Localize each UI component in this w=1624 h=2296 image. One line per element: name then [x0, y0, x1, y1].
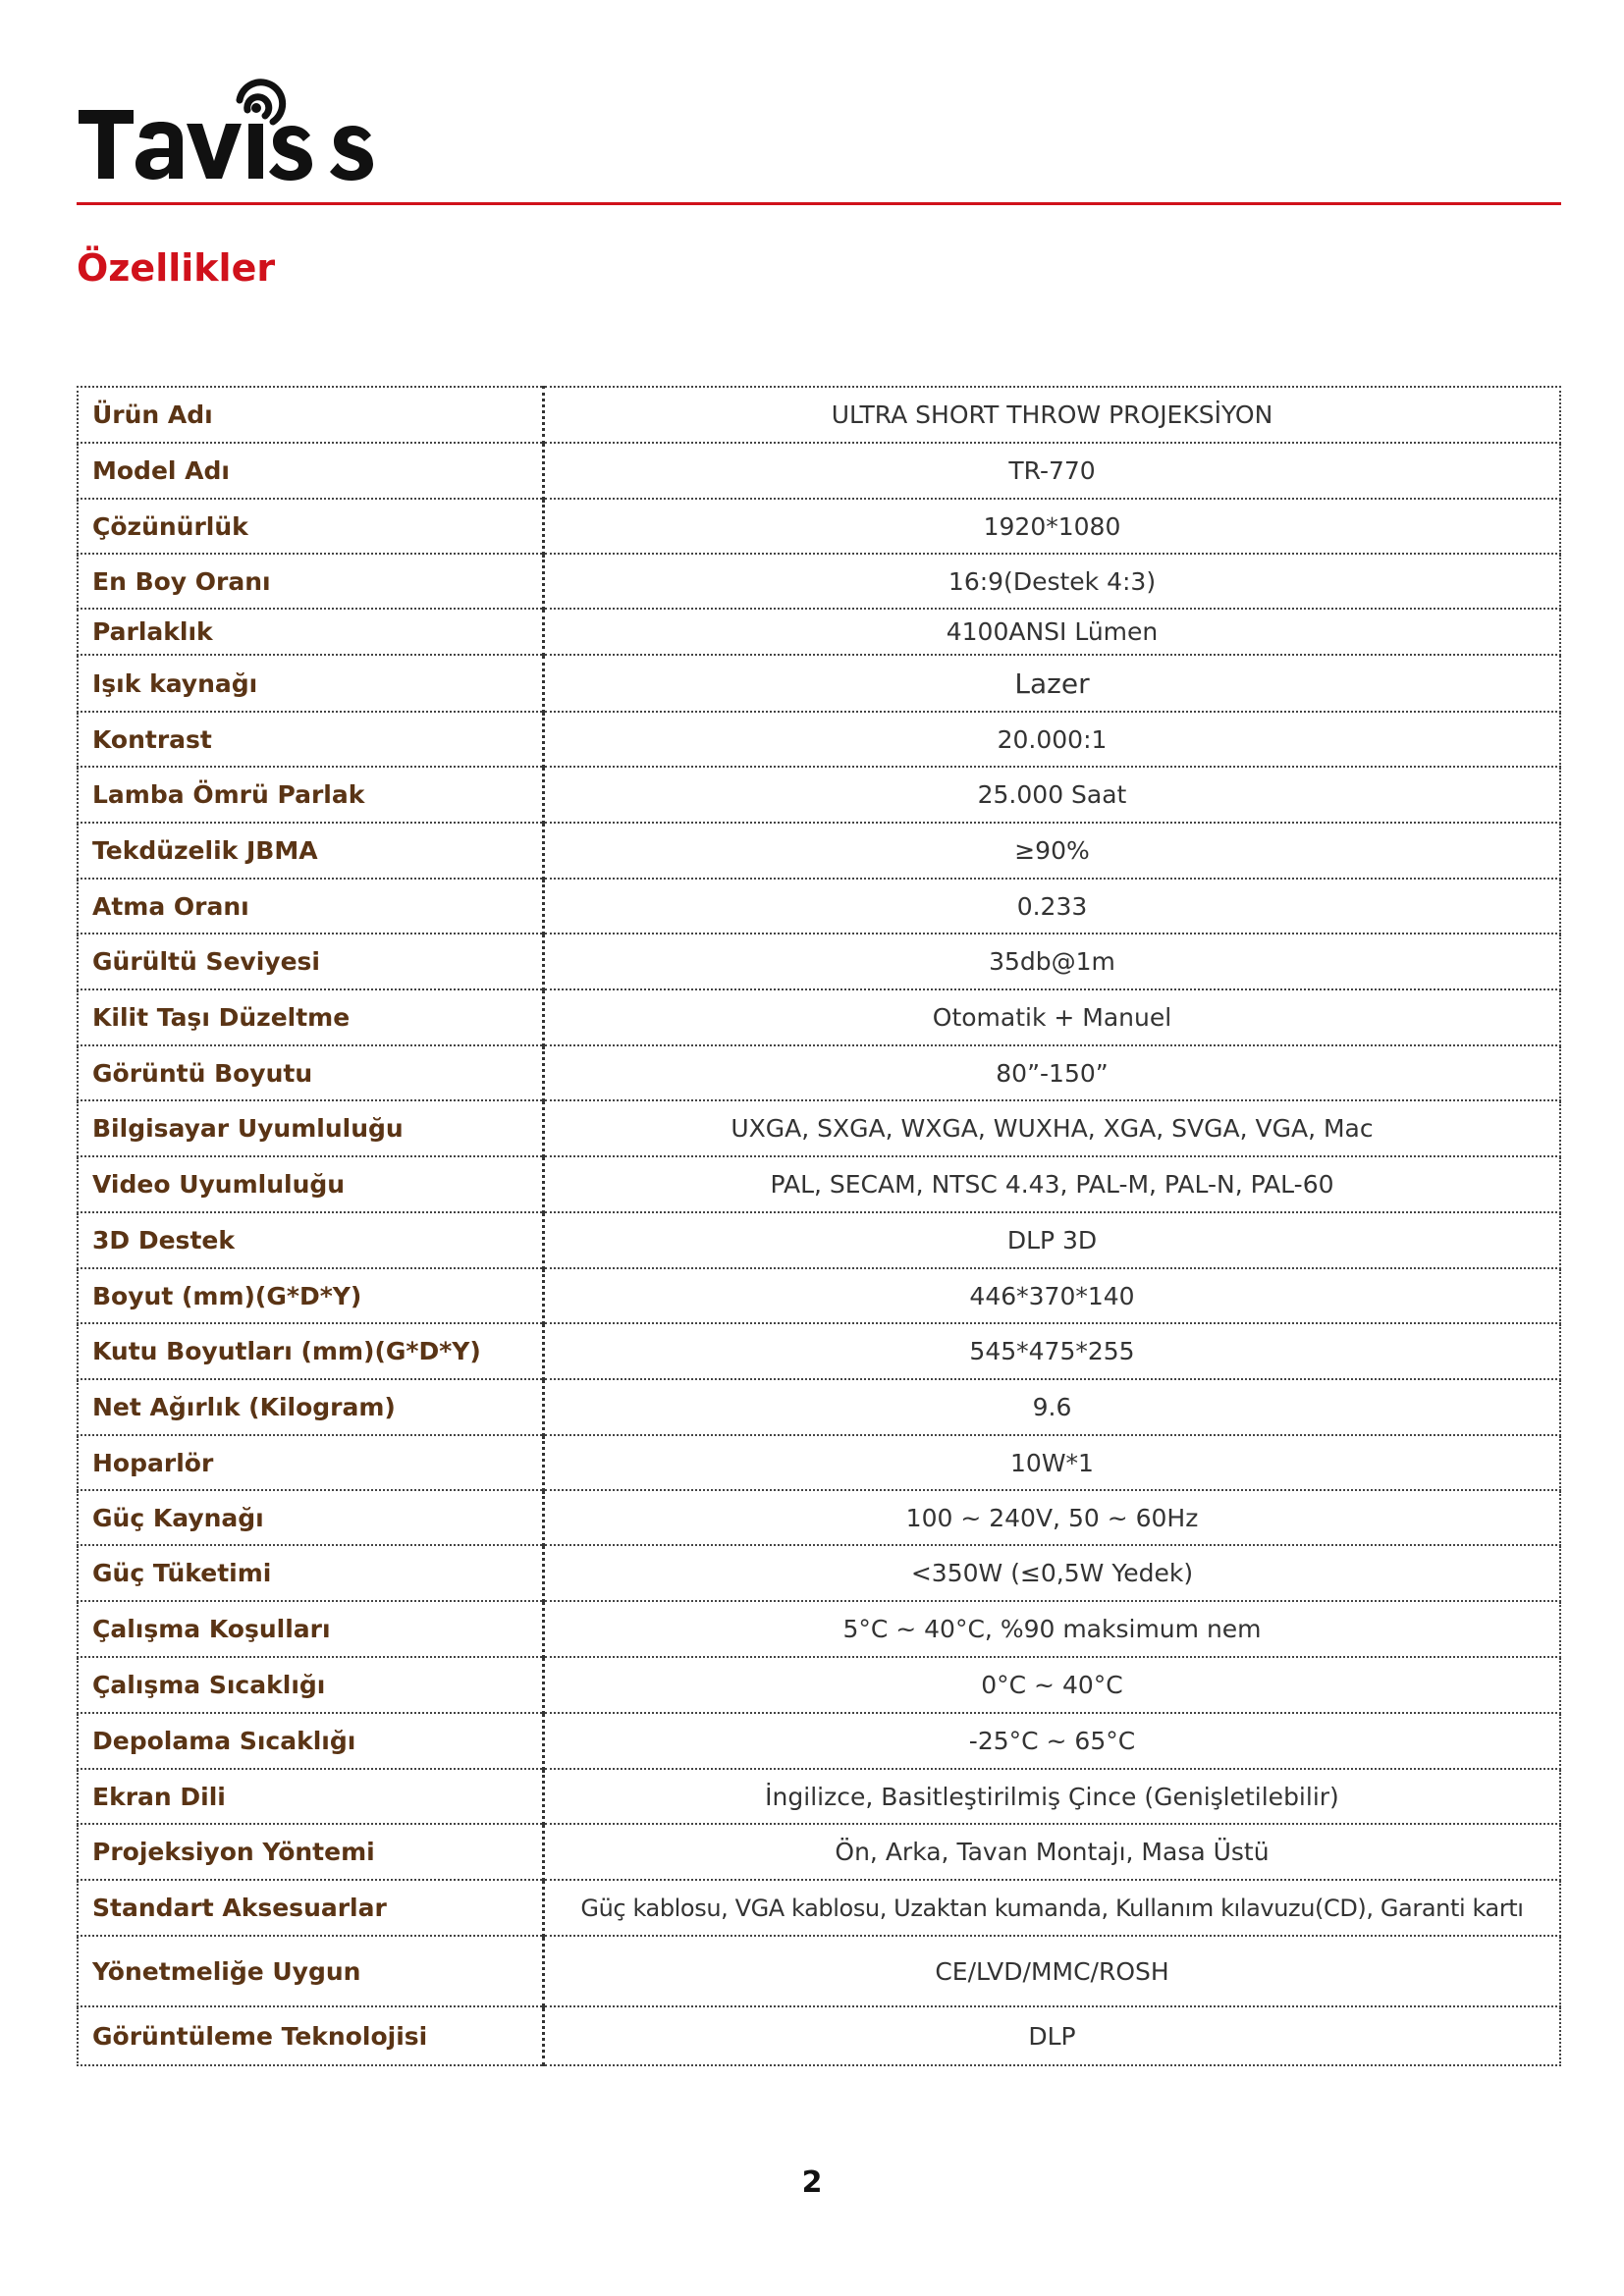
table-row [78, 1435, 1560, 1490]
table-row [78, 1379, 1560, 1435]
table-row [78, 1268, 1560, 1323]
spec-label: Kilit Taşı Düzeltme [78, 989, 544, 1045]
spec-label: Görüntüleme Teknolojisi [78, 2006, 544, 2065]
spec-label: Çalışma Koşulları [78, 1601, 544, 1657]
spec-label: Lamba Ömrü Parlak [78, 767, 544, 823]
page-number: 2 [801, 2165, 823, 2200]
spec-value: -25°C ~ 65°C [544, 1713, 1561, 1769]
section-title: Özellikler [77, 246, 276, 290]
spec-value: 1920*1080 [544, 499, 1561, 554]
spec-value: 4100ANSI Lümen [544, 609, 1561, 655]
spec-label: Projeksiyon Yöntemi [78, 1824, 544, 1880]
table-row [78, 499, 1560, 554]
table-row [78, 609, 1560, 655]
spec-value: 0°C ~ 40°C [544, 1657, 1561, 1713]
spec-label: Kutu Boyutları (mm)(G*D*Y) [78, 1323, 544, 1379]
spec-value: Ön, Arka, Tavan Montajı, Masa Üstü [544, 1824, 1561, 1880]
spec-value: 0.233 [544, 879, 1561, 934]
spec-value: 9.6 [544, 1379, 1561, 1435]
spec-value: 446*370*140 [544, 1268, 1561, 1323]
table-row [78, 1880, 1560, 1936]
spec-value: CE/LVD/MMC/ROSH [544, 1936, 1561, 2006]
table-row [78, 1156, 1560, 1212]
table-row [78, 1545, 1560, 1601]
spec-value: 35db@1m [544, 934, 1561, 989]
spec-label: En Boy Oranı [78, 554, 544, 609]
table-row [78, 767, 1560, 823]
brand-logo [77, 79, 381, 191]
spec-label: Çalışma Sıcaklığı [78, 1657, 544, 1713]
spec-value: 25.000 Saat [544, 767, 1561, 823]
header-rule [77, 202, 1561, 205]
table-row [78, 1713, 1560, 1769]
table-row [78, 655, 1560, 712]
spec-value: <350W (≤0,5W Yedek) [544, 1545, 1561, 1601]
spec-value: 100 ~ 240V, 50 ~ 60Hz [544, 1490, 1561, 1545]
spec-label: Güç Kaynağı [78, 1490, 544, 1545]
spec-label: Parlaklık [78, 609, 544, 655]
spec-value: UXGA, SXGA, WXGA, WUXHA, XGA, SVGA, VGA, Mac [544, 1100, 1561, 1156]
spec-value: 10W*1 [544, 1435, 1561, 1490]
spec-label: Yönetmeliğe Uygun [78, 1936, 544, 2006]
spec-label: Atma Oranı [78, 879, 544, 934]
table-row [78, 1657, 1560, 1713]
spec-label: Bilgisayar Uyumluluğu [78, 1100, 544, 1156]
table-row [78, 879, 1560, 934]
spec-label: Güç Tüketimi [78, 1545, 544, 1601]
table-row [78, 1212, 1560, 1268]
table-row [78, 1490, 1560, 1545]
table-row [78, 1100, 1560, 1156]
table-row [78, 989, 1560, 1045]
table-row [78, 1824, 1560, 1880]
spec-value: Lazer [544, 655, 1561, 712]
spec-label: Ekran Dili [78, 1769, 544, 1824]
spec-label: Kontrast [78, 712, 544, 767]
spec-value: TR-770 [544, 443, 1561, 499]
spec-label: Model Adı [78, 443, 544, 499]
spec-label: Boyut (mm)(G*D*Y) [78, 1268, 544, 1323]
spec-label: Tekdüzelik JBMA [78, 823, 544, 879]
table-row [78, 443, 1560, 499]
spec-label: Görüntü Boyutu [78, 1045, 544, 1100]
spec-label: Hoparlör [78, 1435, 544, 1490]
spec-value: ULTRA SHORT THROW PROJEKSİYON [544, 387, 1561, 443]
spec-value: DLP 3D [544, 1212, 1561, 1268]
table-row [78, 934, 1560, 989]
spec-value: 5°C ~ 40°C, %90 maksimum nem [544, 1601, 1561, 1657]
table-row [78, 1769, 1560, 1824]
spec-value: İngilizce, Basitleştirilmiş Çince (Genişletilebilir) [544, 1769, 1561, 1824]
table-row [78, 1601, 1560, 1657]
spec-label: 3D Destek [78, 1212, 544, 1268]
spec-label: Gürültü Seviyesi [78, 934, 544, 989]
table-row [78, 554, 1560, 609]
spec-label: Video Uyumluluğu [78, 1156, 544, 1212]
spec-label: Işık kaynağı [78, 655, 544, 712]
spec-value: 16:9(Destek 4:3) [544, 554, 1561, 609]
spec-value: 545*475*255 [544, 1323, 1561, 1379]
spec-label: Ürün Adı [78, 387, 544, 443]
table-row [78, 1045, 1560, 1100]
spec-value: ≥90% [544, 823, 1561, 879]
spec-label: Net Ağırlık (Kilogram) [78, 1379, 544, 1435]
taviss-logo-mark [77, 79, 381, 191]
spec-table [77, 386, 1561, 2066]
table-row [78, 1936, 1560, 2006]
table-row [78, 1323, 1560, 1379]
spec-value: Otomatik + Manuel [544, 989, 1561, 1045]
table-row [78, 2006, 1560, 2065]
table-row [78, 387, 1560, 443]
spec-value: PAL, SECAM, NTSC 4.43, PAL-M, PAL-N, PAL-60 [544, 1156, 1561, 1212]
table-row [78, 712, 1560, 767]
spec-value: Güç kablosu, VGA kablosu, Uzaktan kumanda, Kullanım kılavuzu(CD), Garanti kartı [544, 1880, 1561, 1936]
spec-label: Çözünürlük [78, 499, 544, 554]
spec-label: Depolama Sıcaklığı [78, 1713, 544, 1769]
spec-value: 20.000:1 [544, 712, 1561, 767]
table-row [78, 823, 1560, 879]
spec-value: DLP [544, 2006, 1561, 2065]
spec-label: Standart Aksesuarlar [78, 1880, 544, 1936]
spec-value: 80”-150” [544, 1045, 1561, 1100]
